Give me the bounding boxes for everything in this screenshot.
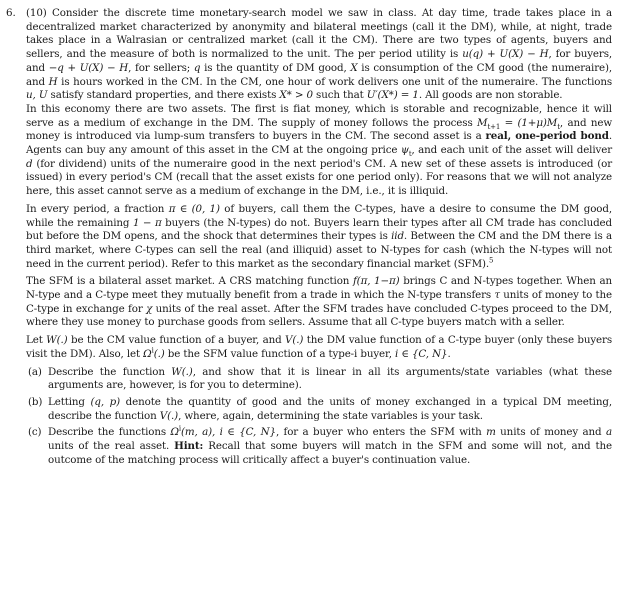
subquestion-b: (b) Letting (q, p) denote the quantity of good and the units of money exchanged in a typical DM meeting, describe the function V(.), where, again, determining the state variables is your task.	[28, 395, 612, 422]
document-page	[6, 7, 612, 468]
subquestion-a: (a) Describe the function W(.), and show that it is linear in all its arguments/state variables (what these arguments are, however, is for you to determine).	[28, 365, 612, 392]
question-body	[26, 7, 612, 468]
question-points: (10)	[26, 7, 47, 19]
footnote-marker: 5	[489, 256, 494, 265]
question-number: 6.	[6, 7, 16, 19]
subquestion-c: (c) Describe the functions $\Omega^i(m$, a), i ∈ {C, N}, for a buyer who enters the SFM with m units of money and a units of the real asset. Hint: Recall that some buyers will match in the SFM and some will not, and the outcome of the matching process will critically affect a buyer's continuation value.	[28, 424, 612, 466]
paragraph-assets: In this economy there are two assets. The first is fiat money, which is storable and recognizable, hence it will serve as a medium of exchange in the DM. The supply of money follows the process $M_{t+1} = (1+\mu)M_t$, and new money is introduced via lump-sum transfers to buyers in the CM. The second asset is a real, one-period bond. Agents can buy any amount of this asset in the CM at the ongoing price $\psi_t$, and each unit of the asset will deliver d (for dividend) units of the numeraire good in the next period's CM. A new set of these assets is introduced (or issued) in every period's CM (recall that the asset exists for one period only). For reasons that we will not analyze here, this asset cannot serve as a medium of exchange in the DM, i.e., it is illiquid.	[26, 102, 613, 198]
paragraph-buyer-types: In every period, a fraction π ∈ (0, 1) of buyers, call them the C-types, have a desire to consume the DM good, while the remaining 1 − π buyers (the N-types) do not. Buyers learn their types after all CM trade has concluded but before the DM opens, and the shock that determines their types is iid. Between the CM and the DM there is a third market, where C-types can sell the real (and illiquid) asset to N-types for cash (which the N-types will not need in the current period). Refer to this market as the secondary financial market (SFM).$^5$	[26, 202, 613, 270]
paragraph-sfm: The SFM is a bilateral asset market. A CRS matching function f(π, 1−π) brings C and N-types together. When an N-type and a C-type meet they mutually benefit from a trade in which the N-type transfers τ units of money to the C-type in exchange for χ units of the real asset. After the SFM trades have concluded C-types proceed to the DM, where they use money to purchase goods from sellers. Assume that all C-type buyers match with a seller.	[26, 275, 613, 329]
question-6	[6, 7, 612, 468]
hint-label: Hint:	[174, 440, 204, 453]
paragraph-model-setup: (10) Consider the discrete time monetary-search model we saw in class. At day time, trade takes place in a decentralized market characterized by anonymity and bilateral meetings (call it the DM), while, at night, trade takes place in a Walrasian or centralized market (call it the CM). There are two types of agents, buyers and sellers, and the measure of both is normalized to the unit. The per period utility is u(q) + U(X) − H, for buyers, and −q + U(X) − H, for sellers; q is the quantity of DM good, X is consumption of the CM good (the numeraire), and H is hours worked in the CM. In the CM, one hour of work delivers one unit of the numeraire. The functions u, U satisfy standard properties, and there exists X* > 0 such that U′(X*) = 1. All goods are non storable.	[26, 7, 613, 102]
paragraph-value-functions: Let W(.) be the CM value function of a buyer, and V(.) the DM value function of a C-type buyer (only these buyers visit the DM). Also, let $\Omega^i(.)$ be the SFM value function of a type-i buyer, i ∈ {C, N}.	[26, 334, 612, 360]
